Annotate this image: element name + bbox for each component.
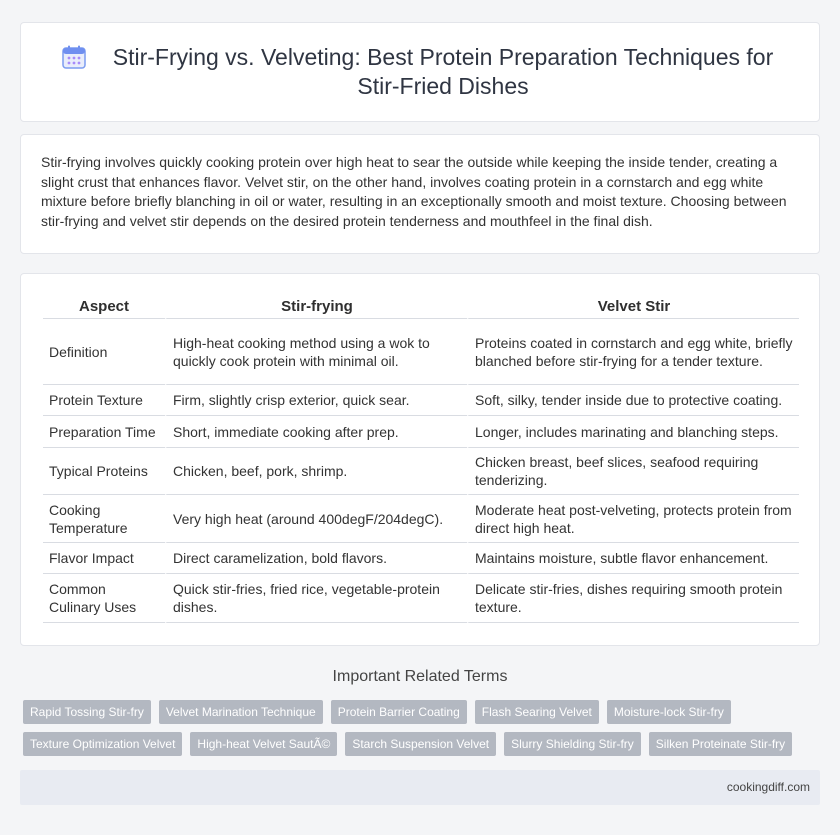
intro-text: Stir-frying involves quickly cooking protein over high heat to sear the outside while keeping the inside tender, creating a slight crust that enhances flavor. Velvet stir, on the other hand, involves coating protein in a cornstarch and egg white mixture before briefly blanching in oil or water, resulting in an exceptionally smooth and moist texture. Choosing between stir-frying and velvet stir depends on the desired protein tenderness and mouthfeel in the final dish. (41, 154, 787, 229)
table-row (43, 543, 799, 574)
row-aspect: Definition (43, 319, 165, 385)
row-stir-frying: Quick stir-fries, fried rice, vegetable-protein dishes. (165, 574, 467, 623)
table-row (43, 574, 799, 623)
header-velvet-stir: Velvet Stir (467, 294, 799, 319)
table-header-row (43, 294, 799, 319)
footer-site-link[interactable]: cookingdiff.com (726, 780, 810, 794)
row-aspect: Typical Proteins (43, 448, 165, 495)
row-velvet-stir: Proteins coated in cornstarch and egg white, briefly blanched before stir-frying for a tender texture. (467, 319, 799, 385)
row-velvet-stir: Chicken breast, beef slices, seafood requiring tenderizing. (467, 448, 799, 495)
related-term-tag[interactable]: Flash Searing Velvet (475, 700, 599, 724)
comparison-table (43, 294, 799, 623)
row-velvet-stir: Soft, silky, tender inside due to protective coating. (467, 385, 799, 416)
related-term-tag[interactable]: Silken Proteinate Stir-fry (649, 732, 792, 756)
related-term-tag[interactable]: Texture Optimization Velvet (23, 732, 182, 756)
row-velvet-stir: Longer, includes marinating and blanching steps. (467, 416, 799, 448)
table-row (43, 448, 799, 495)
row-aspect: Preparation Time (43, 416, 165, 448)
row-stir-frying: Direct caramelization, bold flavors. (165, 543, 467, 574)
related-term-tag[interactable]: Starch Suspension Velvet (345, 732, 496, 756)
comparison-table-card (20, 273, 820, 646)
row-aspect: Cooking Temperature (43, 495, 165, 543)
row-stir-frying: Very high heat (around 400degF/204degC). (165, 495, 467, 543)
related-terms-title: Important Related Terms (332, 668, 508, 685)
row-velvet-stir: Delicate stir-fries, dishes requiring smooth protein texture. (467, 574, 799, 623)
row-aspect: Common Culinary Uses (43, 574, 165, 623)
related-term-tag[interactable]: Moisture-lock Stir-fry (607, 700, 731, 724)
row-stir-frying: Chicken, beef, pork, shrimp. (165, 448, 467, 495)
table-row (43, 416, 799, 448)
related-term-tag[interactable]: Rapid Tossing Stir-fry (23, 700, 151, 724)
table-row (43, 495, 799, 543)
related-terms-list (23, 700, 823, 756)
related-term-tag[interactable]: High-heat Velvet SautÃ© (190, 732, 337, 756)
row-stir-frying: Firm, slightly crisp exterior, quick sear. (165, 385, 467, 416)
related-term-tag[interactable]: Protein Barrier Coating (331, 700, 467, 724)
table-row (43, 319, 799, 385)
related-term-tag[interactable]: Slurry Shielding Stir-fry (504, 732, 641, 756)
header-stir-frying: Stir-frying (165, 294, 467, 319)
page-title: Stir-Frying vs. Velveting: Best Protein Preparation Techniques for Stir-Fried Dishes (112, 44, 774, 99)
row-stir-frying: Short, immediate cooking after prep. (165, 416, 467, 448)
row-aspect: Protein Texture (43, 385, 165, 416)
header-card (20, 22, 820, 122)
row-velvet-stir: Maintains moisture, subtle flavor enhancement. (467, 543, 799, 574)
row-stir-frying: High-heat cooking method using a wok to quickly cook protein with minimal oil. (165, 319, 467, 385)
calendar-icon (61, 44, 87, 70)
related-term-tag[interactable]: Velvet Marination Technique (159, 700, 323, 724)
table-row (43, 385, 799, 416)
intro-card (20, 134, 820, 254)
footer (20, 770, 820, 805)
row-aspect: Flavor Impact (43, 543, 165, 574)
header-aspect: Aspect (43, 294, 165, 319)
row-velvet-stir: Moderate heat post-velveting, protects protein from direct high heat. (467, 495, 799, 543)
